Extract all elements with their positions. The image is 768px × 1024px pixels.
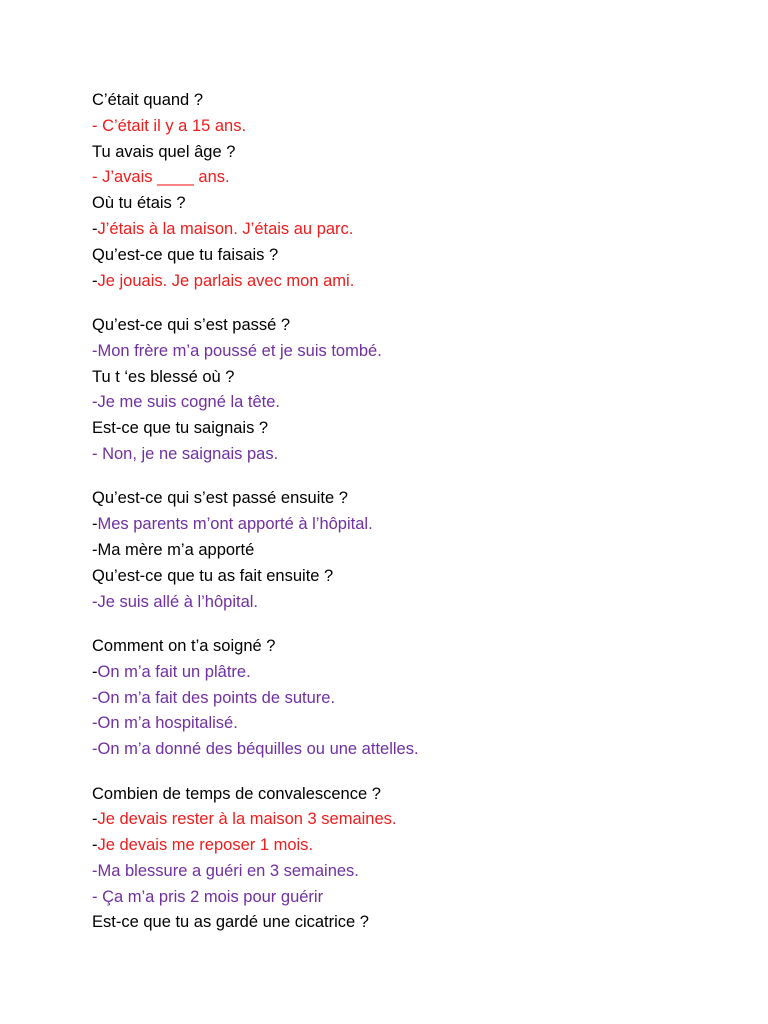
answer-line: - Ça m’a pris 2 mois pour guérir xyxy=(92,887,324,906)
question-line: Comment on t’a soigné ? xyxy=(92,636,276,655)
answer-line: -Ma blessure a guéri en 3 semaines. xyxy=(92,861,359,880)
answer-dash: - xyxy=(92,810,98,829)
answer-line xyxy=(92,217,732,243)
answer-text: On m’a fait un plâtre. xyxy=(97,662,251,681)
question-line: Tu t ‘es blessé où ? xyxy=(92,367,235,386)
question-line: Qu’est-ce qui s’est passé ensuite ? xyxy=(92,489,348,508)
question-line: Qu’est-ce qui s’est passé ? xyxy=(92,315,291,334)
answer-line: -On m’a donné des béquilles ou une attelles. xyxy=(92,740,419,759)
question-line: Où tu étais ? xyxy=(92,194,186,213)
question-line: Combien de temps de convalescence ? xyxy=(92,784,381,803)
answer-text: Je devais rester à la maison 3 semaines. xyxy=(97,810,397,829)
question-line: Est-ce que tu as gardé une cicatrice ? xyxy=(92,913,369,932)
answer-line: -On m’a fait des points de suture. xyxy=(92,688,336,707)
answer-line xyxy=(92,833,732,859)
answer-text: J’étais à la maison. J’étais au parc. xyxy=(97,219,354,238)
answer-dash: - xyxy=(92,515,98,534)
section-treatment xyxy=(92,634,732,763)
answer-line: - C’était il y a 15 ans. xyxy=(92,116,247,135)
section-convalescence xyxy=(92,782,732,937)
section-when xyxy=(92,88,732,294)
answer-line: -Ma mère m’a apporté xyxy=(92,540,255,559)
answer-line: -Je suis allé à l’hôpital. xyxy=(92,592,258,611)
answer-line: - J’avais ____ ans. xyxy=(92,168,230,187)
document-page xyxy=(92,88,732,955)
answer-text: Mes parents m’ont apporté à l’hôpital. xyxy=(97,515,373,534)
question-line: Tu avais quel âge ? xyxy=(92,142,236,161)
section-what-happened xyxy=(92,313,732,468)
answer-dash: - xyxy=(92,836,98,855)
question-line: C’était quand ? xyxy=(92,91,203,109)
question-line: Qu’est-ce que tu as fait ensuite ? xyxy=(92,566,334,585)
answer-text: Je devais me reposer 1 mois. xyxy=(97,836,314,855)
answer-line: -Mon frère m’a poussé et je suis tombé. xyxy=(92,341,382,360)
section-afterwards xyxy=(92,486,732,615)
answer-line xyxy=(92,512,732,538)
answer-dash: - xyxy=(92,219,98,238)
answer-dash: - xyxy=(92,662,98,681)
answer-line xyxy=(92,269,732,295)
answer-line: -Je me suis cogné la tête. xyxy=(92,393,281,412)
answer-line xyxy=(92,807,732,833)
question-line: Est-ce que tu saignais ? xyxy=(92,419,269,438)
answer-text: Je jouais. Je parlais avec mon ami. xyxy=(97,271,355,290)
question-line: Qu’est-ce que tu faisais ? xyxy=(92,245,279,264)
answer-dash: - xyxy=(92,271,98,290)
answer-line: - Non, je ne saignais pas. xyxy=(92,444,279,463)
answer-line xyxy=(92,660,732,686)
answer-line: -On m’a hospitalisé. xyxy=(92,714,238,733)
